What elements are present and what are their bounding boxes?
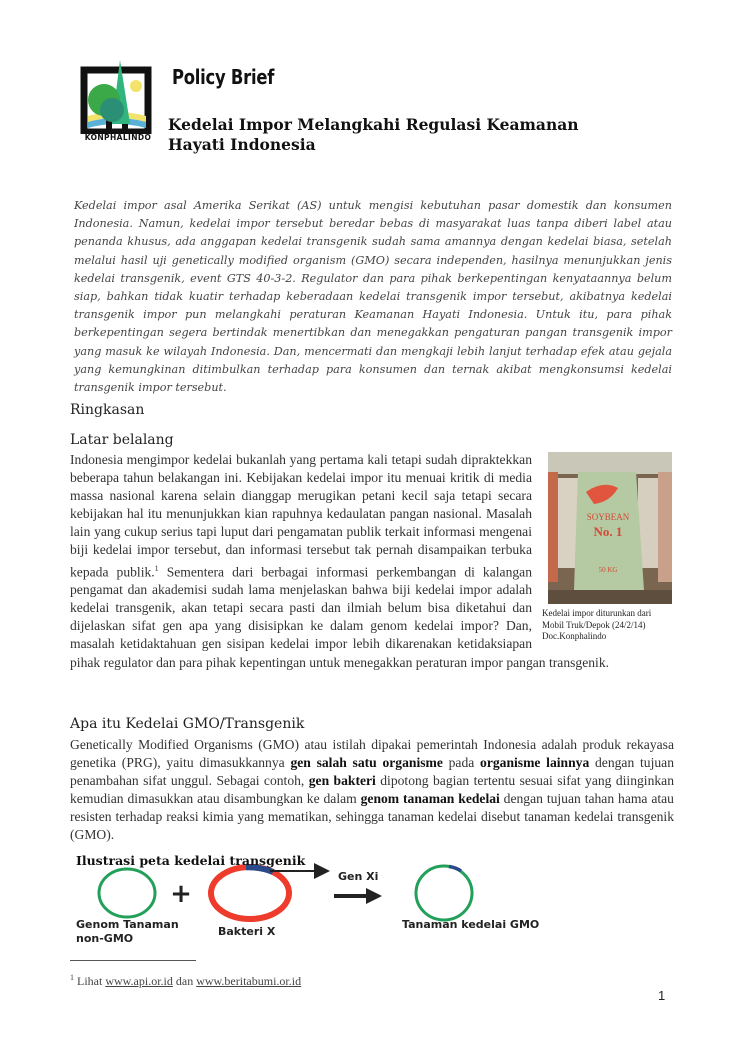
heading-apa-itu-gmo: Apa itu Kedelai GMO/Transgenik	[70, 716, 305, 732]
footnote	[70, 973, 301, 989]
diagram-title: Ilustrasi peta kedelai transgenik	[76, 853, 306, 868]
soybean-sack-image	[548, 452, 672, 604]
bacteria-circle	[211, 867, 289, 919]
gmo-paragraph	[70, 736, 674, 845]
brief-type-label: Policy Brief	[172, 65, 275, 89]
logo-emblem-icon	[76, 58, 158, 134]
photo-caption: Kedelai impor diturunkan dari Mobil Truk/Depok (24/2/14) Doc.Konphalindo	[542, 608, 652, 641]
footnote-marker: 1	[70, 973, 74, 982]
latar-belakang-paragraph	[70, 451, 674, 672]
sack-weight-text: 50 KG	[598, 566, 618, 574]
page-number: 1	[658, 988, 666, 1003]
gmo-bold-text: gen bakteri	[308, 773, 376, 789]
footnote-prefix: Lihat	[77, 974, 106, 988]
logo-text: KONPHALINDO	[84, 133, 152, 142]
sack-brand-text: SOYBEAN	[586, 512, 630, 522]
heading-ringkasan: Ringkasan	[70, 402, 145, 418]
gmo-bold-text: genom tanaman kedelai	[360, 791, 500, 807]
photo-figure	[542, 451, 674, 641]
gmo-text: Genetically Modified Organisms (GMO) atau istilah dipakai pemerintah Indonesia adalah produk rekayasa genetika (PRG), yaitu dimasukkannya	[70, 737, 674, 771]
footnote-middle: dan	[172, 974, 197, 988]
footnote-link-api[interactable]: www.api.or.id	[105, 974, 173, 988]
label-plant-genome: Genom Tanaman non-GMO	[76, 918, 179, 945]
document-title: Kedelai Impor Melangkahi Regulasi Keamanan Hayati Indonesia	[168, 115, 579, 154]
latar-text-part1: Indonesia mengimpor kedelai bukanlah yang pertama kali tetapi sudah dipraktekkan beberapa tahun belakangan ini. Kebijakan kedelai impor itu menuai kritik di media massa nasional karena selain dianggap merugikan petani kecil saja tetapi secara kebijakan hal itu menunjukkan kian rapuhnya kedaulatan pangan nasional. Masalah lain yang cukup serius tapi luput dari pengamatan publik terkait informasi mengenai biji kedelai impor tersebut, dan informasi tersebut tak pernah disampaikan terbuka kepada publik.	[70, 452, 532, 580]
gene-extraction-arrowhead	[314, 863, 330, 879]
label-gmo-plant: Tanaman kedelai GMO	[402, 918, 540, 931]
heading-latar-belakang: Latar belalang	[70, 432, 174, 448]
inserted-gene-segment	[449, 867, 461, 872]
gmo-bold-text: gen salah satu organisme	[290, 755, 443, 771]
latar-text-part2: Sementera dari berbagai informasi perkembangan di kalangan pengamat dan akademisi sudah lama menjelaskan bahwa biji kedelai impor adalah kedelai transgenik, akan tetapi secara pasti dan ilmiah belum bisa diketahui dan dijelaskan sifat gen apa yang disisipkan ke dalam genom kedelai impor? Dan, masalah ketidaktahuan gen sisipan kedelai impor lebih dikarenakan ketidaksiapan pihak regulator dan para pihak kepentingan untuk menegakkan peraturan impor pangan transgenik.	[70, 564, 610, 670]
label-bacteria: Bakteri X	[218, 925, 276, 938]
label-gene: Gen Xi	[338, 870, 379, 883]
abstract: Kedelai impor asal Amerika Serikat (AS) untuk mengisi kebutuhan pasar domestik dan konsumen Indonesia. Namun, kedelai impor tersebut beredar bebas di masyarakat luas tanpa diberi label atau penanda khusus, ada anggapan kedelai transgenik sudah sama amannya dengan kedelai biasa, setelah melalui hasil uji genetically modified organism (GMO) secara independen, hasilnya menunjukkan jenis kedelai transgenik, event GTS 40-3-2. Regulator dan para pihak berkepentingan kenyataannya belum siap, bahkan tidak kuatir terhadap keberadaan kedelai transgenik impor tersebut, akibatnya kedelai transgenik impor pun melangkahi peraturan Keamanan Hayati Indonesia. Untuk itu, para pihak berkepentingan segera bertindak menertibkan dan menegakkan pengaturan pangan transgenik impor yang masuk ke wilayah Indonesia. Dan, mencermati dan mengkaji lebih lanjut terhadap efek atau gejala yang kemungkinan ditimbulkan terhadap para konsumen dan ternak akibat mengkonsumsi kedelai transgenik impor tersebut.	[74, 199, 672, 395]
gmo-text: dengan tujuan tahan hama atau resisten terhadap reaksi kimia yang mematikan, sehingga tanaman kedelai disebut tanaman kedelai transgenik (GMO).	[70, 791, 674, 843]
footnote-link-beritabumi[interactable]: www.beritabumi.or.id	[196, 974, 302, 988]
plant-genome-circle	[99, 869, 155, 917]
footnote-reference[interactable]: 1	[154, 563, 159, 573]
footnote-divider	[70, 960, 196, 961]
gmo-genome-circle	[416, 866, 472, 920]
gmo-text: dengan tujuan penambahan sifat unggul. Sebagai contoh,	[70, 755, 674, 789]
gmo-text: pada	[442, 755, 481, 771]
insertion-arrowhead	[366, 888, 382, 904]
sack-grade-text: No. 1	[593, 524, 623, 539]
gmo-text: dipotong bagian tertentu sesuai sifat yang diinginkan kemudian dimasukkan atau disambungkan ke dalam	[70, 773, 674, 807]
soybean-sack-photo	[548, 452, 672, 604]
plus-sign: +	[170, 879, 192, 909]
gmo-bold-text: organisme lainnya	[480, 755, 590, 771]
